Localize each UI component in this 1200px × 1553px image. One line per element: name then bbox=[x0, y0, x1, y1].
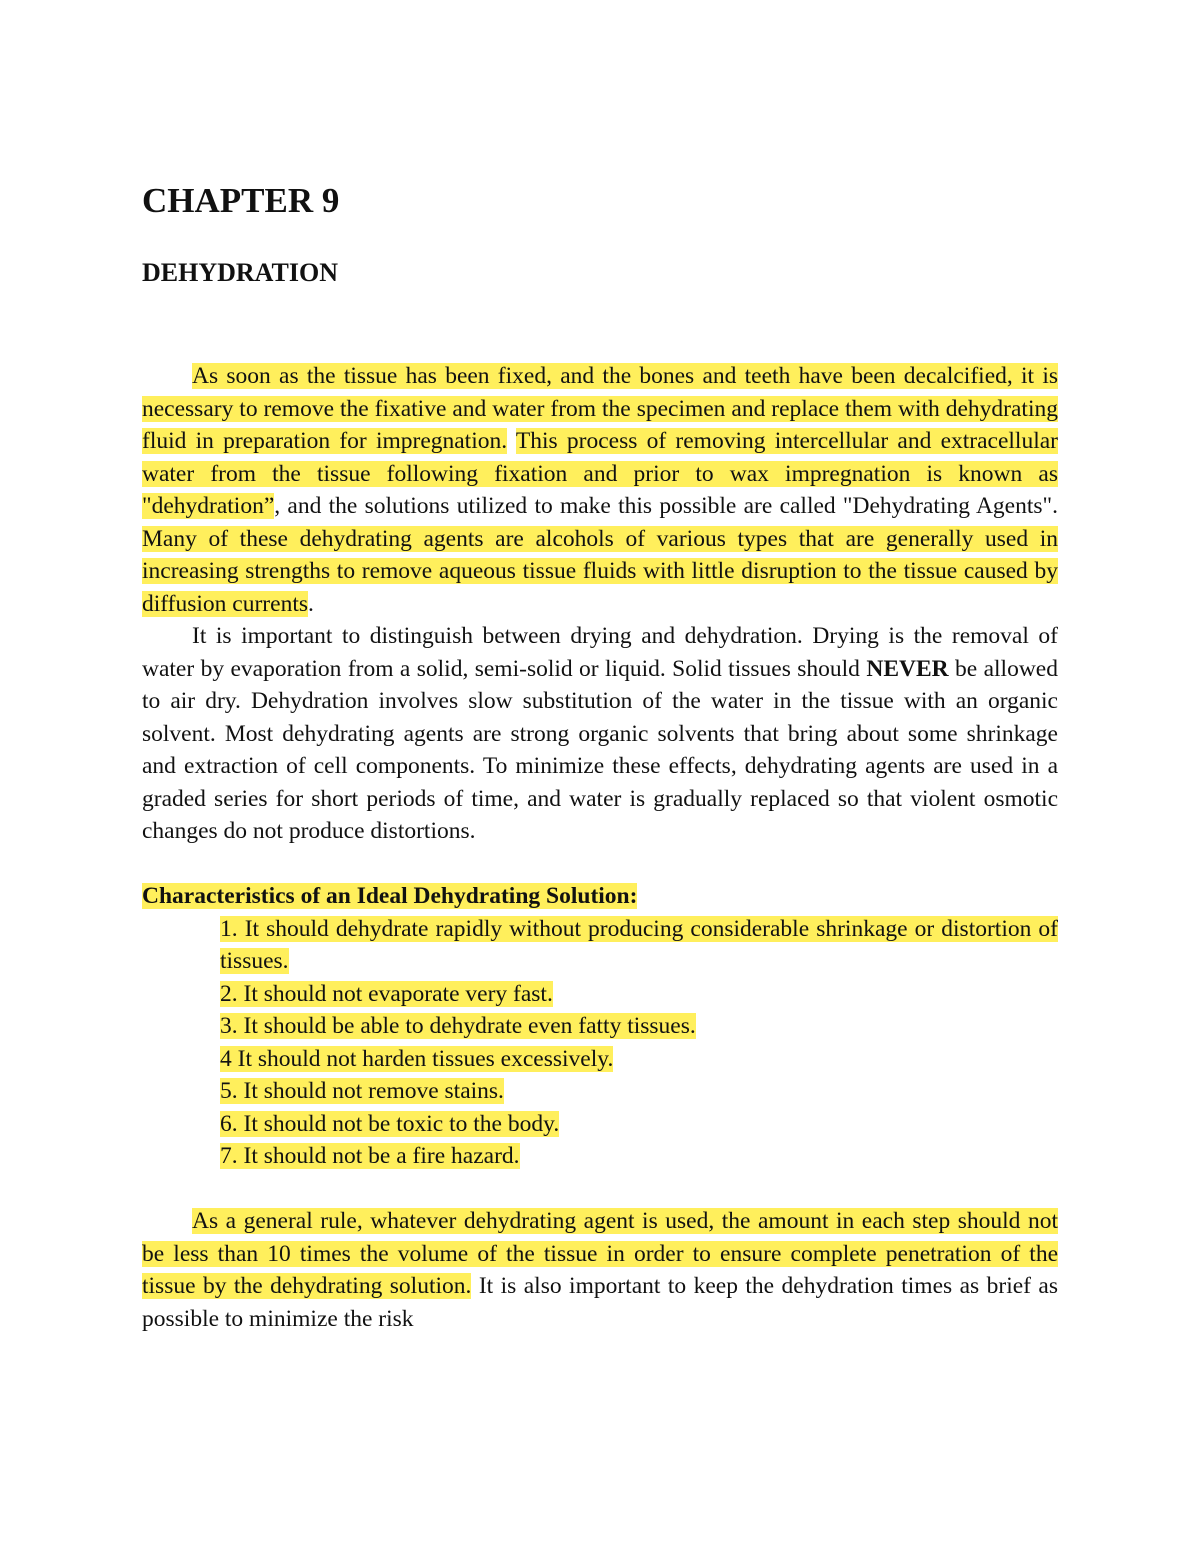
list-item bbox=[220, 1140, 1058, 1173]
highlighted-text: This process of removing intercellular and extracellular water from the tissue following fixation and prior to wax impregnation is known as "dehydration” bbox=[142, 428, 1058, 519]
list-item-text: 1. It should dehydrate rapidly without producing considerable shrinkage or distortion of tissues. bbox=[220, 915, 1058, 974]
list-item-text: 2. It should not evaporate very fast. bbox=[220, 980, 553, 1007]
paragraph-text: It is important to distinguish between drying and dehydration. Drying is the removal of water by evaporation from a solid, semi-solid or liquid. Solid tissues should bbox=[142, 623, 1058, 682]
paragraph-text: be allowed to air dry. Dehydration involves slow substitution of the water in the tissue with an organic solvent. Most dehydrating agents are strong organic solvents that bring about some shrinkage and extraction of cell components. To minimize these effects, dehydrating agents are used in a graded series for short periods of time, and water is gradually replaced so that violent osmotic changes do not produce distortions. bbox=[142, 655, 1058, 844]
drying-vs-dehydration-paragraph bbox=[142, 620, 1058, 848]
paragraph-text: . bbox=[308, 590, 314, 617]
highlighted-text: As soon as the tissue has been fixed, and the bones and teeth have been decalcified, it is necessary to remove the fixative and water from the specimen and replace them with dehydrating fluid in preparation for impregnation. bbox=[142, 363, 1058, 454]
intro-paragraph bbox=[142, 360, 1058, 620]
list-item bbox=[220, 1108, 1058, 1141]
list-item bbox=[220, 978, 1058, 1011]
paragraph-text: It is also important to keep the dehydration times as brief as possible to minimize the risk bbox=[142, 1273, 1058, 1332]
list-item-text: 4 It should not harden tissues excessively. bbox=[220, 1045, 614, 1072]
general-rule-paragraph bbox=[142, 1205, 1058, 1335]
highlighted-heading: Characteristics of an Ideal Dehydrating Solution: bbox=[142, 883, 638, 909]
list-item-text: 7. It should not be a fire hazard. bbox=[220, 1143, 520, 1169]
list-item-text: 3. It should be able to dehydrate even fatty tissues. bbox=[220, 1013, 696, 1039]
highlighted-text: Many of these dehydrating agents are alcohols of various types that are generally used in increasing strengths to remove aqueous tissue fluids with little disruption to the tissue caused by diffusion currents bbox=[142, 525, 1058, 617]
list-item bbox=[220, 913, 1058, 978]
spacer bbox=[142, 1173, 1058, 1206]
characteristics-list bbox=[142, 913, 1058, 1173]
emphasis-text: NEVER bbox=[866, 655, 949, 682]
characteristics-heading bbox=[142, 880, 1058, 913]
document-body bbox=[142, 360, 1058, 1335]
section-title: DEHYDRATION bbox=[142, 258, 338, 287]
paragraph-text: , and the solutions utilized to make this possible are called "Dehydrating Agents". bbox=[274, 493, 1058, 519]
list-item-text: 5. It should not remove stains. bbox=[220, 1078, 504, 1104]
list-item-text: 6. It should not be toxic to the body. bbox=[220, 1110, 560, 1137]
list-item bbox=[220, 1043, 1058, 1076]
list-item bbox=[220, 1075, 1058, 1108]
paragraph-text bbox=[507, 428, 516, 454]
list-item bbox=[220, 1010, 1058, 1043]
chapter-title: CHAPTER 9 bbox=[142, 181, 340, 220]
highlighted-text: As a general rule, whatever dehydrating agent is used, the amount in each step should not be less than 10 times the volume of the tissue in order to ensure complete penetration of the tissue by the dehydrating solution. bbox=[142, 1208, 1058, 1299]
